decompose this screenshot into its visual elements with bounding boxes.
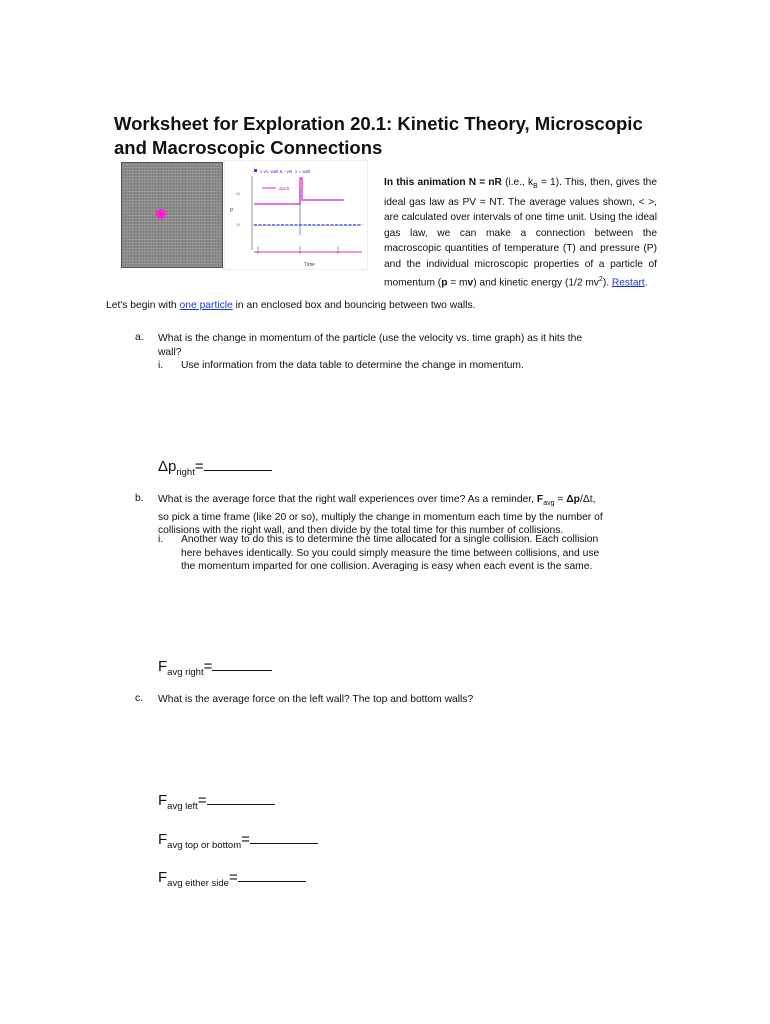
question-a-line2: wall? [158, 346, 182, 358]
question-b-sub-label: i. [158, 534, 164, 545]
intro-eq: N = nR [468, 177, 502, 188]
answer-blank[interactable] [238, 867, 306, 882]
intro-sentence [106, 300, 475, 311]
intro-paragraph [384, 175, 657, 291]
comma: , [592, 494, 596, 505]
answer-subscript: right [176, 467, 195, 478]
equals-sign: = [197, 792, 207, 809]
question-b-sub-line3: the momentum imparted for one collision. Averaging is easy when each event is the same. [181, 561, 593, 572]
dt-symbol: Δt [582, 494, 593, 505]
slash: / [579, 494, 583, 505]
answer-subscript: avg top or bottom [167, 840, 242, 851]
question-c-label: c. [135, 693, 144, 704]
answer-f-avg-right [158, 656, 272, 678]
f-symbol: F [158, 658, 168, 675]
question-b-line3: collisions with the right wall, and then divide by the total time for this number of collisions. [158, 525, 564, 537]
x-axis-label: Time [304, 262, 315, 268]
velocity-time-graph [224, 160, 368, 270]
question-b-label: b. [135, 493, 144, 504]
intro-text: (i.e., k [501, 177, 534, 188]
page-title: Worksheet for Exploration 20.1: Kinetic Theory, Microscopic and Macroscopic Connections [114, 113, 643, 158]
p-symbol: p [441, 277, 448, 289]
question-b-sub-text [181, 533, 661, 574]
f-symbol: F [158, 792, 168, 809]
question-b-line1 [158, 493, 658, 511]
intro-lead: In this animation [384, 177, 466, 188]
kb-subscript: B [533, 183, 538, 191]
v-symbol: v [467, 277, 474, 289]
question-b-sub-line2: here behaves identically. So you could simply measure the time between collisions, and use [181, 547, 600, 559]
one-particle-link[interactable]: one particle [179, 300, 233, 311]
answer-subscript: avg right [167, 667, 204, 678]
question-a-line1: What is the change in momentum of the particle (use the velocity vs. time graph) as it hits the [158, 333, 583, 344]
question-c-text: What is the average force on the left wall? The top and bottom walls? [158, 694, 474, 705]
answer-f-avg-left [158, 790, 275, 812]
equals-sign: = [554, 494, 567, 505]
equals-sign: = [241, 831, 250, 848]
particle-dot [156, 209, 166, 219]
answer-f-avg-either-side [158, 867, 306, 889]
answer-blank[interactable] [204, 456, 272, 471]
question-b-line2: so pick a time frame (like 20 or so), multiply the change in momentum each time by the number of [158, 511, 603, 523]
simulation-box [121, 162, 223, 268]
ke-text: ) and kinetic energy (1/2 mv [473, 277, 599, 289]
square-superscript: 2 [598, 276, 603, 284]
tick-label: 10 [236, 223, 240, 227]
y-axis-label: P [230, 208, 234, 214]
legend2-text: dp/dt [279, 186, 290, 191]
question-a-text [158, 332, 658, 359]
ke-text-end: ). [602, 277, 612, 289]
question-b-sub-line1: Another way to do this is to determine the time allocated for a single collision. Each collision [181, 534, 599, 545]
equals-sign: = [203, 658, 213, 675]
answer-f-avg-top-bottom [158, 829, 318, 851]
dp-symbol: Δp [566, 494, 580, 505]
question-a-sub-text: Use information from the data table to determine the change in momentum. [181, 360, 524, 371]
sentence-end: in an enclosed box and bouncing between two walls. [232, 300, 476, 311]
line1-text: What is the average force that the right wall experiences over time? As a reminder, [158, 494, 537, 505]
f-subscript: avg [543, 500, 555, 508]
intro-text-2: = 1). This, then, gives the ideal gas law as PV = NT. The average values shown, < >, are calculated over intervals of one time unit. Using the ideal gas law, we can make a connection between the macroscopic quantities of temperature (T) and pressure (P) and the individual microscopic properties of a particle of momentum ( [384, 177, 657, 289]
f-symbol: F [536, 494, 544, 505]
answer-blank[interactable] [250, 829, 318, 844]
answer-subscript: avg either side [167, 878, 229, 889]
equals-sign: = [194, 458, 204, 475]
question-a-label: a. [135, 332, 144, 343]
legend-text: v vs. wall & - vel. 1 = wall [260, 169, 311, 174]
legend-marker [254, 169, 257, 172]
question-b-text [158, 493, 658, 538]
f-symbol: F [158, 831, 168, 848]
answer-subscript: avg left [167, 801, 198, 812]
answer-dp-right [158, 456, 272, 478]
restart-link[interactable]: Restart [611, 277, 645, 289]
mv-text: = m [447, 277, 468, 289]
equals-sign: = [228, 869, 238, 886]
answer-blank[interactable] [212, 656, 272, 671]
period: . [644, 277, 648, 289]
tick-label: 10 [236, 192, 240, 196]
question-a-sub-label: i. [158, 360, 164, 371]
answer-blank[interactable] [207, 790, 275, 805]
sentence-start: Let's begin with [106, 300, 180, 311]
delta-p-symbol: Δp [158, 458, 177, 475]
f-symbol: F [158, 869, 168, 886]
